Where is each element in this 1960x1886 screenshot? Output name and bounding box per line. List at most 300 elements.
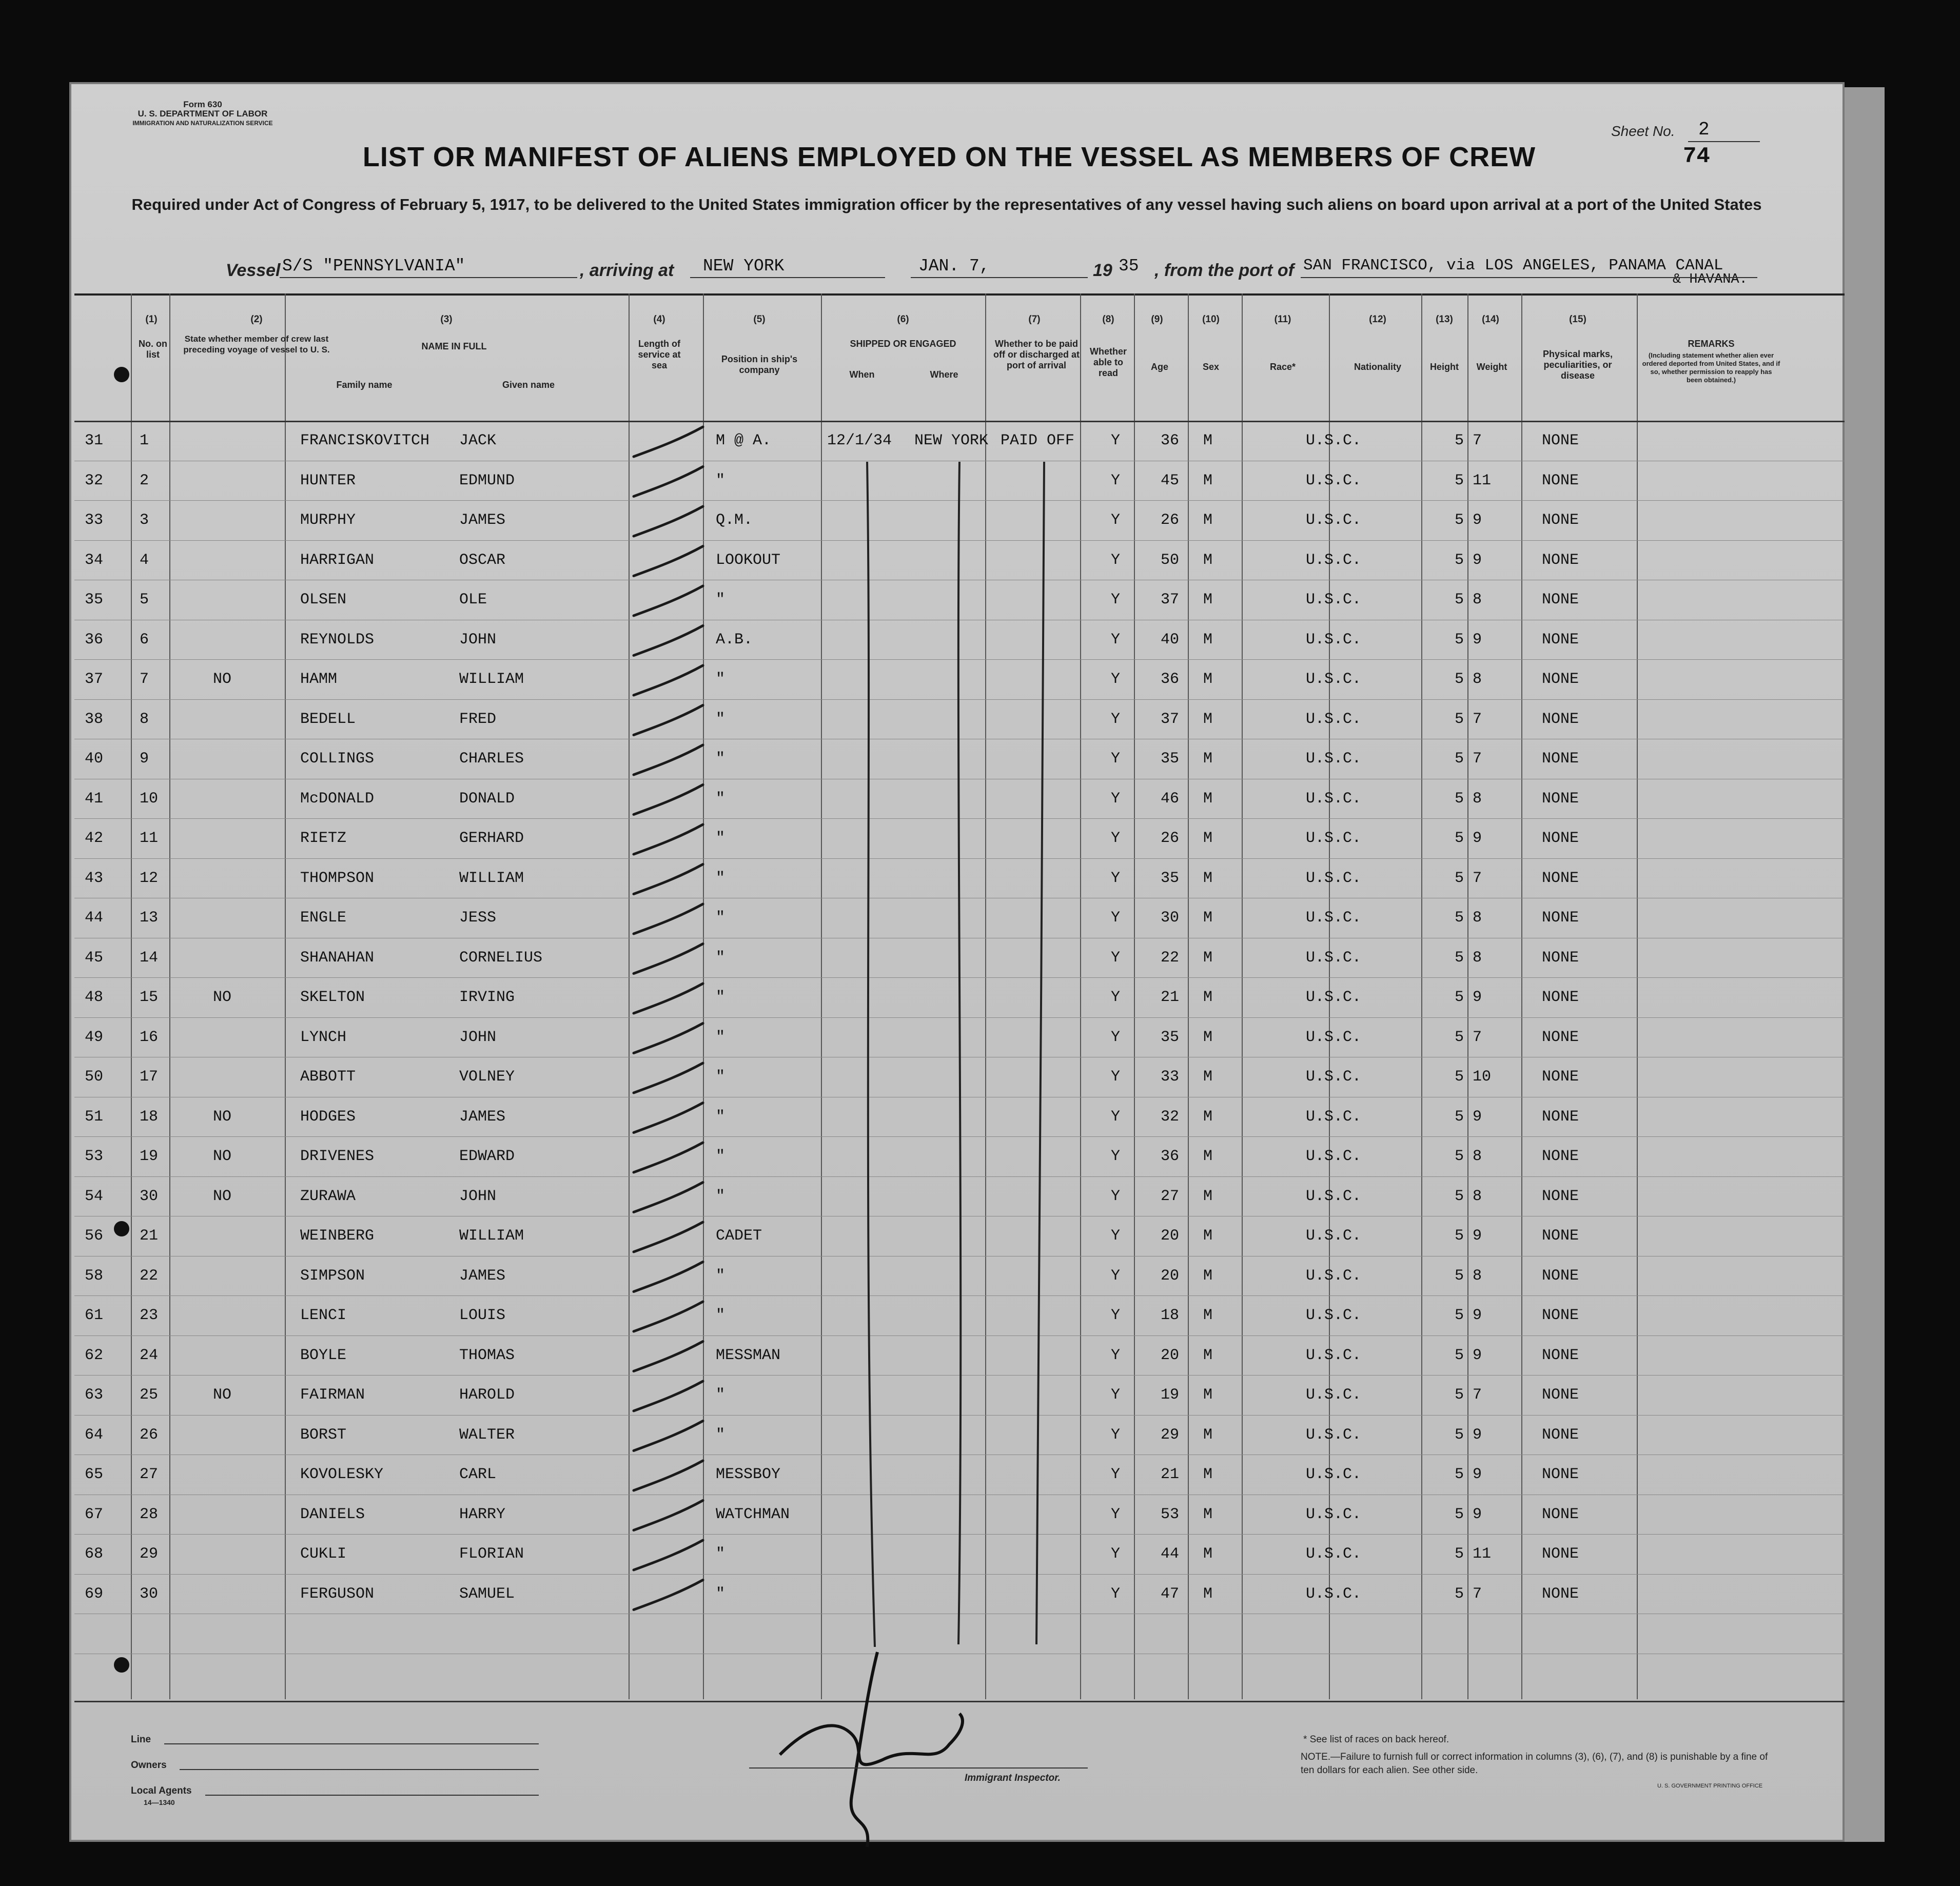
row-age: 36 (1161, 671, 1180, 688)
row-read: Y (1111, 1068, 1121, 1086)
department: U. S. DEPARTMENT OF LABOR (138, 109, 268, 119)
row-nationality: U.S.C. (1306, 1187, 1362, 1205)
row-given-name: WALTER (459, 1426, 515, 1444)
row-nationality: U.S.C. (1306, 1227, 1362, 1245)
row-read: Y (1111, 830, 1121, 847)
row-shipped-where: NEW YORK (914, 432, 989, 449)
row-age: 44 (1161, 1545, 1180, 1563)
row-height-ft: 5 (1455, 989, 1464, 1006)
row-read: Y (1111, 1505, 1121, 1523)
row-list-number: 4 (140, 551, 149, 569)
row-height-ft: 5 (1455, 551, 1464, 569)
row-age: 20 (1161, 1267, 1180, 1285)
row-given-name: JOHN (459, 1028, 497, 1046)
row-margin-number: 48 (85, 989, 104, 1006)
row-family-name: ABBOTT (300, 1068, 356, 1086)
year-prefix: 19 (1093, 261, 1112, 280)
row-given-name: CORNELIUS (459, 949, 543, 967)
row-physical: NONE (1542, 1068, 1579, 1086)
row-position: A.B. (716, 631, 753, 649)
row-family-name: HAMM (300, 671, 338, 688)
row-margin-number: 42 (85, 830, 104, 847)
arrival-year: 35 (1119, 257, 1139, 276)
row-read: Y (1111, 1028, 1121, 1046)
row-margin-number: 67 (85, 1505, 104, 1523)
row-sex: M (1203, 989, 1213, 1006)
row-age: 21 (1161, 1466, 1180, 1483)
row-read: Y (1111, 512, 1121, 529)
row-nationality: U.S.C. (1306, 1148, 1362, 1165)
row-physical: NONE (1542, 1505, 1579, 1523)
row-physical: NONE (1542, 1108, 1579, 1126)
length-service-checkmark (634, 944, 703, 974)
row-height-in: 8 (1473, 1148, 1482, 1165)
length-service-checkmark (634, 745, 703, 775)
row-height-in: 9 (1473, 1426, 1482, 1444)
row-physical: NONE (1542, 432, 1579, 449)
row-nationality: U.S.C. (1306, 1346, 1362, 1364)
row-age: 40 (1161, 631, 1180, 649)
row-position: " (716, 671, 726, 688)
row-nationality: U.S.C. (1306, 1028, 1362, 1046)
row-read: Y (1111, 1267, 1121, 1285)
row-nationality: U.S.C. (1306, 1426, 1362, 1444)
punch-hole (114, 1221, 129, 1236)
row-height-ft: 5 (1455, 671, 1464, 688)
ditto-line-where (958, 462, 961, 1644)
row-height-in: 9 (1473, 1108, 1482, 1126)
row-position: LOOKOUT (716, 551, 781, 569)
row-given-name: DONALD (459, 790, 515, 808)
row-given-name: EDMUND (459, 472, 515, 489)
length-service-checkmark (634, 506, 703, 536)
punch-hole (114, 367, 129, 382)
row-age: 20 (1161, 1346, 1180, 1364)
row-read: Y (1111, 671, 1121, 688)
row-list-number: 10 (140, 790, 159, 808)
row-position: " (716, 1545, 726, 1563)
row-list-number: 14 (140, 949, 159, 967)
inspector-signature (780, 1652, 963, 1847)
row-physical: NONE (1542, 472, 1579, 489)
row-nationality: U.S.C. (1306, 909, 1362, 927)
row-age: 21 (1161, 989, 1180, 1006)
col-weight: Weight (1476, 362, 1507, 372)
row-sex: M (1203, 1386, 1213, 1404)
row-age: 22 (1161, 949, 1180, 967)
col-family-name: Family name (336, 380, 393, 390)
row-sex: M (1203, 750, 1213, 768)
penalty-note: NOTE.—Failure to furnish full or correct information in columns (3), (6), (7), and (8) is punishable by a fine of ten dollars for each alien. See other side. (1301, 1752, 1768, 1776)
row-nationality: U.S.C. (1306, 710, 1362, 728)
row-position: " (716, 1267, 726, 1285)
row-given-name: OLE (459, 591, 487, 608)
sheet-label: Sheet No. (1611, 123, 1675, 139)
row-list-number: 12 (140, 869, 159, 887)
row-sex: M (1203, 551, 1213, 569)
row-physical: NONE (1542, 1307, 1579, 1324)
row-margin-number: 62 (85, 1346, 104, 1364)
row-list-number: 30 (140, 1585, 159, 1603)
row-physical: NONE (1542, 1346, 1579, 1364)
row-position: " (716, 1386, 726, 1404)
row-physical: NONE (1542, 790, 1579, 808)
row-position: " (716, 1108, 726, 1126)
length-service-checkmark (634, 1342, 703, 1371)
row-list-number: 26 (140, 1426, 159, 1444)
row-sex: M (1203, 949, 1213, 967)
length-service-checkmark (634, 984, 703, 1013)
row-family-name: BEDELL (300, 710, 356, 728)
row-height-ft: 5 (1455, 1028, 1464, 1046)
row-physical: NONE (1542, 710, 1579, 728)
length-service-checkmark (634, 1461, 703, 1490)
row-list-number: 16 (140, 1028, 159, 1046)
row-age: 35 (1161, 1028, 1180, 1046)
row-sex: M (1203, 1068, 1213, 1086)
length-service-checkmark (634, 1501, 703, 1530)
row-position: " (716, 949, 726, 967)
row-age: 32 (1161, 1108, 1180, 1126)
col-name-in-full: NAME IN FULL (421, 341, 487, 351)
row-read: Y (1111, 1307, 1121, 1324)
row-list-number: 18 (140, 1108, 159, 1126)
row-height-in: 8 (1473, 909, 1482, 927)
row-read: Y (1111, 551, 1121, 569)
col-6-num: (6) (897, 314, 909, 325)
row-margin-number: 40 (85, 750, 104, 768)
col-15-num: (15) (1569, 314, 1586, 325)
row-list-number: 7 (140, 671, 149, 688)
row-read: Y (1111, 631, 1121, 649)
row-list-number: 1 (140, 432, 149, 449)
row-height-ft: 5 (1455, 1187, 1464, 1205)
row-margin-number: 53 (85, 1148, 104, 1165)
row-nationality: U.S.C. (1306, 551, 1362, 569)
row-list-number: 11 (140, 830, 159, 847)
col-physical: Physical marks, peculiarities, or disease (1542, 349, 1613, 381)
col-13-num: (13) (1436, 314, 1453, 325)
row-previous-voyage: NO (213, 1187, 232, 1205)
row-read: Y (1111, 710, 1121, 728)
row-height-ft: 5 (1455, 591, 1464, 608)
row-given-name: WILLIAM (459, 671, 524, 688)
row-height-in: 9 (1473, 631, 1482, 649)
row-margin-number: 49 (85, 1028, 104, 1046)
row-previous-voyage: NO (213, 671, 232, 688)
row-given-name: JESS (459, 909, 497, 927)
row-given-name: VOLNEY (459, 1068, 515, 1086)
row-nationality: U.S.C. (1306, 432, 1362, 449)
row-read: Y (1111, 750, 1121, 768)
col-when: When (849, 369, 875, 380)
row-height-in: 9 (1473, 830, 1482, 847)
row-nationality: U.S.C. (1306, 1267, 1362, 1285)
row-given-name: LOUIS (459, 1307, 506, 1324)
row-physical: NONE (1542, 949, 1579, 967)
length-service-checkmark (634, 546, 703, 576)
length-service-checkmark (634, 785, 703, 815)
row-position: CADET (716, 1227, 762, 1245)
row-nationality: U.S.C. (1306, 869, 1362, 887)
length-service-checkmark (634, 586, 703, 616)
footer-owners-underline (180, 1769, 539, 1770)
row-family-name: HARRIGAN (300, 551, 375, 569)
row-nationality: U.S.C. (1306, 1068, 1362, 1086)
row-list-number: 28 (140, 1505, 159, 1523)
punch-hole (114, 1657, 129, 1673)
row-height-in: 7 (1473, 869, 1482, 887)
row-physical: NONE (1542, 551, 1579, 569)
row-physical: NONE (1542, 1148, 1579, 1165)
col-8-num: (8) (1102, 314, 1114, 325)
row-list-number: 24 (140, 1346, 159, 1364)
row-age: 46 (1161, 790, 1180, 808)
row-sex: M (1203, 671, 1213, 688)
length-service-checkmark (634, 626, 703, 656)
row-age: 26 (1161, 830, 1180, 847)
row-age: 47 (1161, 1585, 1180, 1603)
row-height-in: 7 (1473, 1028, 1482, 1046)
row-nationality: U.S.C. (1306, 591, 1362, 608)
row-physical: NONE (1542, 512, 1579, 529)
row-family-name: KOVOLESKY (300, 1466, 384, 1483)
row-given-name: FRED (459, 710, 497, 728)
row-age: 30 (1161, 909, 1180, 927)
row-margin-number: 64 (85, 1426, 104, 1444)
arriving-port: NEW YORK (703, 257, 785, 276)
row-margin-number: 41 (85, 790, 104, 808)
row-physical: NONE (1542, 750, 1579, 768)
printer-line: U. S. GOVERNMENT PRINTING OFFICE (1657, 1783, 1763, 1789)
row-read: Y (1111, 591, 1121, 608)
row-list-number: 6 (140, 631, 149, 649)
col-given-name: Given name (502, 380, 555, 390)
col-paid-off: Whether to be paid off or discharged at port of arrival (993, 339, 1080, 370)
vessel-label: Vessel (226, 261, 281, 280)
form-number: Form 630 (183, 100, 222, 109)
col-11-num: (11) (1274, 314, 1291, 325)
row-read: Y (1111, 989, 1121, 1006)
row-age: 27 (1161, 1187, 1180, 1205)
row-height-ft: 5 (1455, 1068, 1464, 1086)
length-service-checkmark (634, 705, 703, 735)
row-height-ft: 5 (1455, 790, 1464, 808)
col-14-num: (14) (1482, 314, 1499, 325)
length-service-checkmark (634, 665, 703, 695)
row-height-ft: 5 (1455, 1148, 1464, 1165)
row-position: " (716, 1148, 726, 1165)
row-age: 45 (1161, 472, 1180, 489)
row-read: Y (1111, 1426, 1121, 1444)
row-height-in: 8 (1473, 591, 1482, 608)
row-sex: M (1203, 1307, 1213, 1324)
row-position: " (716, 1307, 726, 1324)
row-position: MESSBOY (716, 1466, 781, 1483)
row-physical: NONE (1542, 909, 1579, 927)
row-given-name: HAROLD (459, 1386, 515, 1404)
row-family-name: ENGLE (300, 909, 347, 927)
row-read: Y (1111, 1227, 1121, 1245)
row-list-number: 30 (140, 1187, 159, 1205)
row-position: " (716, 1426, 726, 1444)
row-list-number: 19 (140, 1148, 159, 1165)
from-port: SAN FRANCISCO, via LOS ANGELES, PANAMA CANAL (1303, 257, 1723, 274)
row-family-name: FERGUSON (300, 1585, 375, 1603)
length-service-checkmark (634, 1103, 703, 1133)
row-list-number: 21 (140, 1227, 159, 1245)
row-given-name: IRVING (459, 989, 515, 1006)
row-sex: M (1203, 1148, 1213, 1165)
row-given-name: JOHN (459, 1187, 497, 1205)
ditto-line-paid (1036, 462, 1044, 1644)
row-position: M @ A. (716, 432, 772, 449)
row-margin-number: 50 (85, 1068, 104, 1086)
row-previous-voyage: NO (213, 1148, 232, 1165)
length-service-checkmark (634, 427, 703, 457)
footer-agents-underline (205, 1795, 539, 1796)
row-margin-number: 69 (85, 1585, 104, 1603)
row-age: 50 (1161, 551, 1180, 569)
row-nationality: U.S.C. (1306, 1466, 1362, 1483)
col-length-service: Length of service at sea (638, 339, 681, 370)
row-height-ft: 5 (1455, 710, 1464, 728)
row-read: Y (1111, 790, 1121, 808)
col-4-num: (4) (653, 314, 665, 325)
row-nationality: U.S.C. (1306, 1545, 1362, 1563)
length-service-checkmark (634, 1302, 703, 1331)
col-no-on-list: No. on list (139, 339, 167, 360)
row-read: Y (1111, 1585, 1121, 1603)
row-family-name: BORST (300, 1426, 347, 1444)
length-service-checkmark (634, 1143, 703, 1172)
row-sex: M (1203, 1187, 1213, 1205)
row-sex: M (1203, 1505, 1213, 1523)
row-height-in: 7 (1473, 710, 1482, 728)
row-position: " (716, 591, 726, 608)
row-height-ft: 5 (1455, 869, 1464, 887)
row-list-number: 15 (140, 989, 159, 1006)
row-height-ft: 5 (1455, 1545, 1464, 1563)
row-position: " (716, 1585, 726, 1603)
col-remarks: REMARKS (1688, 339, 1735, 349)
row-sex: M (1203, 591, 1213, 608)
row-list-number: 3 (140, 512, 149, 529)
row-margin-number: 31 (85, 432, 104, 449)
row-margin-number: 51 (85, 1108, 104, 1126)
row-family-name: CUKLI (300, 1545, 347, 1563)
row-previous-voyage: NO (213, 989, 232, 1006)
row-family-name: LENCI (300, 1307, 347, 1324)
row-list-number: 5 (140, 591, 149, 608)
row-family-name: WEINBERG (300, 1227, 375, 1245)
row-margin-number: 38 (85, 710, 104, 728)
col-read: Whether able to read (1090, 346, 1127, 378)
row-given-name: GERHARD (459, 830, 524, 847)
row-physical: NONE (1542, 989, 1579, 1006)
from-label: , from the port of (1154, 261, 1294, 280)
row-previous-voyage: NO (213, 1386, 232, 1404)
from-port-2: & HAVANA. (1673, 272, 1748, 287)
row-height-in: 9 (1473, 1227, 1482, 1245)
row-age: 35 (1161, 750, 1180, 768)
col-position: Position in ship's company (721, 354, 798, 375)
row-family-name: SHANAHAN (300, 949, 375, 967)
row-margin-number: 45 (85, 949, 104, 967)
row-read: Y (1111, 1466, 1121, 1483)
sheet-stamp: 74 (1683, 144, 1710, 169)
row-position: " (716, 750, 726, 768)
row-sex: M (1203, 432, 1213, 449)
col-5-num: (5) (753, 314, 766, 325)
row-height-in: 7 (1473, 1585, 1482, 1603)
row-height-ft: 5 (1455, 949, 1464, 967)
row-physical: NONE (1542, 869, 1579, 887)
row-margin-number: 37 (85, 671, 104, 688)
length-service-checkmark (634, 1262, 703, 1292)
row-paid-off: PAID OFF (1001, 432, 1075, 449)
row-family-name: DANIELS (300, 1505, 365, 1523)
row-given-name: WILLIAM (459, 869, 524, 887)
row-given-name: JOHN (459, 631, 497, 649)
col-where: Where (930, 369, 958, 380)
row-margin-number: 33 (85, 512, 104, 529)
row-height-in: 7 (1473, 1386, 1482, 1404)
length-service-checkmark (634, 1381, 703, 1411)
row-sex: M (1203, 1227, 1213, 1245)
row-family-name: OLSEN (300, 591, 347, 608)
row-position: " (716, 909, 726, 927)
row-read: Y (1111, 1108, 1121, 1126)
footer-line-label: Line (131, 1734, 151, 1745)
row-margin-number: 68 (85, 1545, 104, 1563)
service: IMMIGRATION AND NATURALIZATION SERVICE (132, 120, 273, 127)
race-note: * See list of races on back hereof. (1303, 1734, 1449, 1745)
row-position: " (716, 790, 726, 808)
row-given-name: WILLIAM (459, 1227, 524, 1245)
row-height-in: 7 (1473, 750, 1482, 768)
col-remarks-note: (Including statement whether alien ever ordered deported from United States, and if so, whether permission to reapply has been obtained.) (1642, 351, 1780, 384)
row-margin-number: 56 (85, 1227, 104, 1245)
row-read: Y (1111, 1545, 1121, 1563)
row-physical: NONE (1542, 631, 1579, 649)
col-age: Age (1150, 362, 1168, 372)
row-margin-number: 54 (85, 1187, 104, 1205)
row-position: WATCHMAN (716, 1505, 790, 1523)
row-sex: M (1203, 1466, 1213, 1483)
length-service-checkmark (634, 904, 703, 934)
row-age: 26 (1161, 512, 1180, 529)
row-height-in: 9 (1473, 989, 1482, 1006)
length-service-checkmark (634, 824, 703, 854)
row-list-number: 17 (140, 1068, 159, 1086)
row-read: Y (1111, 432, 1121, 449)
col-12-num: (12) (1369, 314, 1386, 325)
footer-agents-code: 14—1340 (144, 1798, 175, 1806)
row-age: 37 (1161, 591, 1180, 608)
col-3-num: (3) (440, 314, 453, 325)
row-given-name: SAMUEL (459, 1585, 515, 1603)
inspector-underline (749, 1767, 1088, 1769)
length-service-checkmark (634, 1063, 703, 1093)
row-sex: M (1203, 869, 1213, 887)
row-given-name: JACK (459, 432, 497, 449)
row-sex: M (1203, 1346, 1213, 1364)
row-sex: M (1203, 1426, 1213, 1444)
row-height-ft: 5 (1455, 909, 1464, 927)
col-7-num: (7) (1028, 314, 1041, 325)
row-sex: M (1203, 631, 1213, 649)
